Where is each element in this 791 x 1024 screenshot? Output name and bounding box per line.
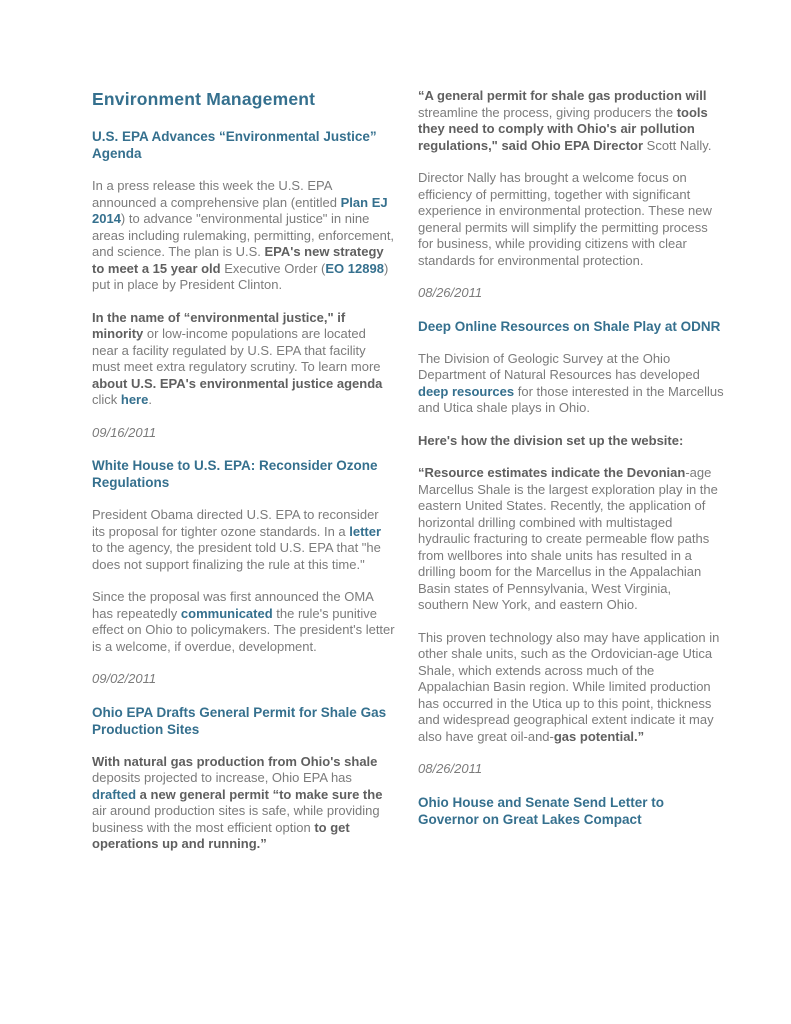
text-run: . bbox=[148, 392, 152, 407]
text-run: for those interested in the Marcellus and Utica shale plays in Ohio. bbox=[418, 383, 724, 415]
text-run: Executive Order ( bbox=[224, 260, 326, 276]
article-paragraph bbox=[92, 589, 395, 655]
article-date: 08/26/2011 bbox=[418, 761, 483, 776]
article-paragraph bbox=[92, 754, 395, 853]
inline-link[interactable]: deep resources bbox=[418, 383, 515, 399]
article-paragraph bbox=[418, 433, 724, 450]
article-date: 09/16/2011 bbox=[92, 424, 157, 440]
text-run: ) to advance "environmental justice" in nine areas including rulemaking, permitting, enforcement, and science. The plan is U.S. bbox=[92, 211, 395, 259]
text-run: Scott Nally. bbox=[646, 137, 712, 153]
article-paragraph bbox=[92, 310, 395, 409]
text-run: deposits projected to increase, Ohio EPA has bbox=[92, 770, 352, 785]
text-run: the rule's punitive effect on Ohio to policymakers. The president's letter is a welcome, if overdue, development. bbox=[92, 605, 395, 654]
text-run: tools they need to comply with Ohio's air pollution regulations," said Ohio EPA Director bbox=[418, 104, 708, 153]
article-heading: White House to U.S. EPA: Reconsider Ozone Regulations bbox=[92, 458, 378, 490]
article-heading: Ohio House and Senate Send Letter to Governor on Great Lakes Compact bbox=[418, 794, 665, 827]
text-run: or low-income populations are located near a facility regulated by U.S. EPA that facility must meet extra regulatory scrutiny. To learn more bbox=[92, 326, 381, 374]
text-run: “A general permit for shale gas production will bbox=[418, 88, 707, 103]
article-paragraph bbox=[418, 170, 724, 269]
inline-link[interactable]: Plan EJ 2014 bbox=[92, 194, 388, 226]
inline-link[interactable]: communicated bbox=[180, 605, 273, 621]
text-run: Here's how the division set up the website: bbox=[418, 432, 684, 448]
article-paragraph bbox=[92, 507, 395, 573]
article-heading: Deep Online Resources on Shale Play at ODNR bbox=[418, 318, 721, 334]
article-paragraph bbox=[418, 88, 724, 154]
text-run: “Resource estimates indicate the Devonian bbox=[418, 465, 686, 480]
text-run: -age Marcellus Shale is the largest exploration play in the eastern United States. Recently, the application of horizontal drilling combined with multistaged hydraulic fracturing to create permeable flow paths from wellbores into shale units has resulted in a drilling boom for the Marcellus in the Appalachian Basin states of Pennsylvania, West Virginia, southern New York, and eastern Ohio. bbox=[418, 465, 718, 612]
text-run: EPA's new strategy to meet a 15 year old bbox=[92, 244, 384, 276]
left-column bbox=[92, 88, 395, 869]
article-paragraph bbox=[418, 630, 724, 746]
text-run: With natural gas production from Ohio's shale bbox=[92, 753, 378, 769]
text-run: In the name of “environmental justice," if minority bbox=[92, 309, 346, 341]
article-date: 09/02/2011 bbox=[92, 671, 157, 686]
right-column bbox=[418, 88, 724, 844]
text-run: The Division of Geologic Survey at the Ohio Department of Natural Resources has developed bbox=[418, 350, 700, 382]
inline-link[interactable]: letter bbox=[349, 523, 382, 539]
text-run: President Obama directed U.S. EPA to reconsider its proposal for tighter ozone standards. In a bbox=[92, 507, 379, 539]
article-date: 08/26/2011 bbox=[418, 285, 483, 300]
article-heading: U.S. EPA Advances “Environmental Justice” Agenda bbox=[92, 129, 377, 161]
text-run: ) put in place by President Clinton. bbox=[92, 260, 389, 292]
text-run: to get operations up and running.” bbox=[92, 819, 350, 851]
text-run: This proven technology also may have application in other shale units, such as the Ordovician-age Utica Shale, which extends across much of the Appalachian Basin region. While limited production has occurred in the Utica up to this point, thickness and widespread geographical extent indicate it may also have great oil-and- bbox=[418, 629, 720, 744]
newsletter-title: Environment Management bbox=[92, 89, 316, 109]
text-run: gas potential.” bbox=[553, 728, 645, 744]
text-run: about U.S. EPA's environmental justice agenda bbox=[92, 375, 383, 391]
inline-link[interactable]: here bbox=[120, 392, 149, 407]
text-run: Director Nally has brought a welcome focus on efficiency of permitting, together with significant experience in environmental protection. These new general permits will simplify the permitting process for business, while providing citizens with clear standards for environmental protection. bbox=[418, 170, 712, 268]
inline-link[interactable]: EO 12898 bbox=[325, 260, 384, 276]
text-run: Since the proposal was first announced the OMA has repeatedly bbox=[92, 589, 374, 621]
text-run: a new general permit “to make sure the bbox=[136, 786, 383, 802]
text-run: click bbox=[92, 392, 121, 407]
article-paragraph bbox=[418, 465, 724, 614]
text-run: to the agency, the president told U.S. EPA that "he does not support finalizing the rule at this time." bbox=[92, 540, 381, 572]
article-heading: Ohio EPA Drafts General Permit for Shale Gas Production Sites bbox=[92, 704, 387, 737]
inline-link[interactable]: drafted bbox=[92, 786, 137, 802]
article-paragraph bbox=[92, 178, 395, 294]
text-run: air around production sites is safe, while providing business with the most efficient option bbox=[92, 803, 380, 835]
text-run: streamline the process, giving producers the bbox=[418, 104, 677, 120]
article-paragraph bbox=[418, 351, 724, 417]
text-run: In a press release this week the U.S. EPA announced a comprehensive plan (entitled bbox=[92, 178, 341, 210]
